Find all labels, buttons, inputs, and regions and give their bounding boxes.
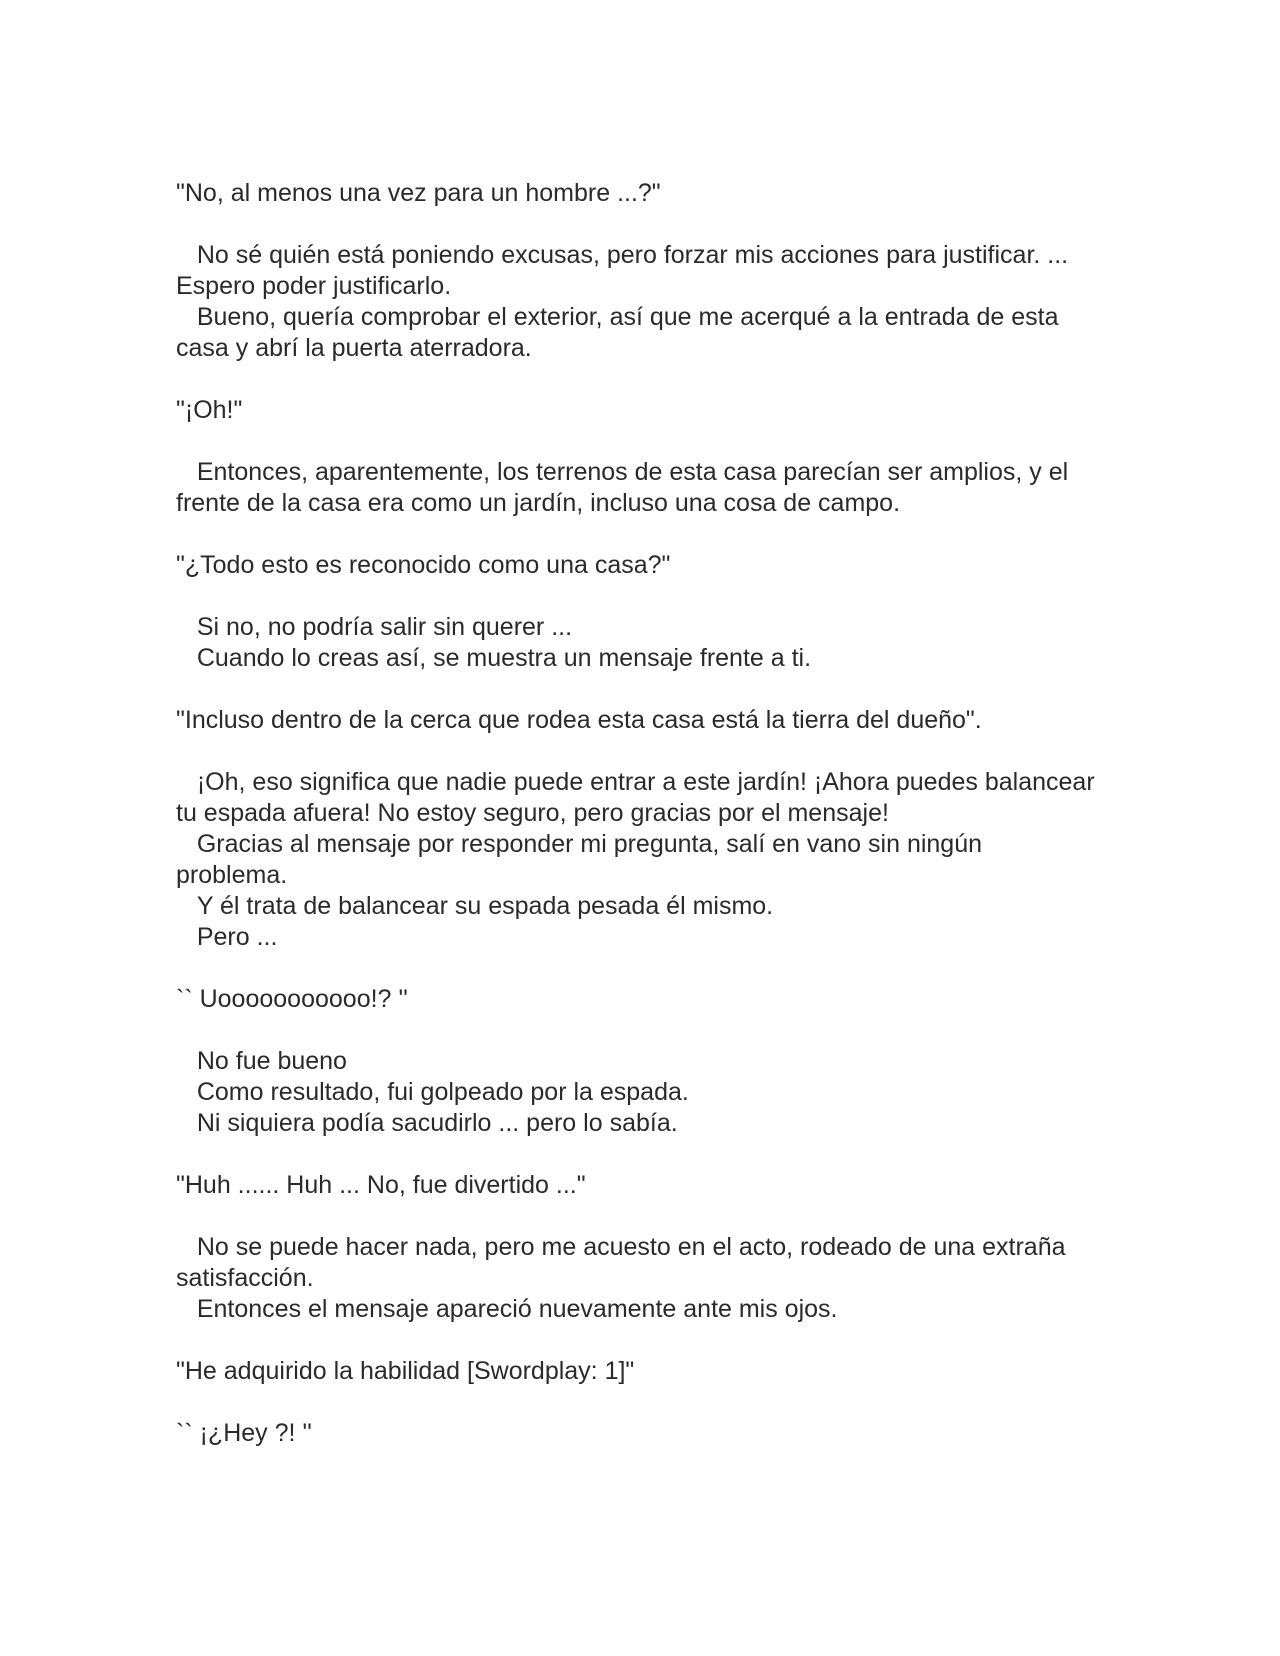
document-body	[176, 178, 1102, 1449]
dialogue-line: "¿Todo esto es reconocido como una casa?"	[176, 551, 671, 579]
dialogue-line: `` ¡¿Hey ?! ''	[176, 1419, 312, 1447]
blank-line	[176, 519, 1096, 550]
dialogue-line: "Incluso dentro de la cerca que rodea esta casa está la tierra del dueño".	[176, 706, 982, 734]
paragraph: Y él trata de balancear su espada pesada él mismo.	[176, 892, 774, 920]
dialogue-line: "Huh ...... Huh ... No, fue divertido ..."	[176, 1171, 586, 1199]
blank-line	[176, 674, 1096, 705]
paragraph: Cuando lo creas así, se muestra un mensaje frente a ti.	[176, 644, 812, 672]
dialogue-line: "¡Oh!"	[176, 396, 243, 424]
blank-line	[176, 736, 1096, 767]
paragraph: Si no, no podría salir sin querer ...	[176, 613, 573, 641]
blank-line	[176, 1201, 1096, 1232]
dialogue-line: "No, al menos una vez para un hombre ...?"	[176, 179, 661, 207]
blank-line	[176, 1387, 1096, 1418]
blank-line	[176, 1015, 1096, 1046]
paragraph: Pero ...	[176, 923, 278, 951]
blank-line	[176, 1139, 1096, 1170]
paragraph: ¡Oh, eso significa que nadie puede entrar a este jardín! ¡Ahora puedes balancear tu espada afuera! No estoy seguro, pero gracias por el mensaje!	[176, 768, 1102, 827]
paragraph: No sé quién está poniendo excusas, pero forzar mis acciones para justificar. ... Espero poder justificarlo.	[176, 241, 1076, 300]
paragraph: Entonces el mensaje apareció nuevamente ante mis ojos.	[176, 1295, 838, 1323]
blank-line	[176, 581, 1096, 612]
blank-line	[176, 364, 1096, 395]
blank-line	[176, 1325, 1096, 1356]
blank-line	[176, 426, 1096, 457]
paragraph: Ni siquiera podía sacudirlo ... pero lo sabía.	[176, 1109, 678, 1137]
blank-line	[176, 209, 1096, 240]
paragraph: Gracias al mensaje por responder mi pregunta, salí en vano sin ningún problema.	[176, 830, 989, 889]
paragraph: No se puede hacer nada, pero me acuesto en el acto, rodeado de una extraña satisfacción.	[176, 1233, 1073, 1292]
paragraph: Como resultado, fui golpeado por la espada.	[176, 1078, 689, 1106]
dialogue-line: "He adquirido la habilidad [Swordplay: 1]"	[176, 1357, 635, 1385]
paragraph: No fue bueno	[176, 1047, 347, 1075]
dialogue-line: `` Uooooooooooo!? ''	[176, 985, 408, 1013]
paragraph: Bueno, quería comprobar el exterior, así que me acerqué a la entrada de esta casa y abrí la puerta aterradora.	[176, 303, 1066, 362]
paragraph: Entonces, aparentemente, los terrenos de esta casa parecían ser amplios, y el frente de la casa era como un jardín, incluso una cosa de campo.	[176, 458, 1076, 517]
blank-line	[176, 953, 1096, 984]
